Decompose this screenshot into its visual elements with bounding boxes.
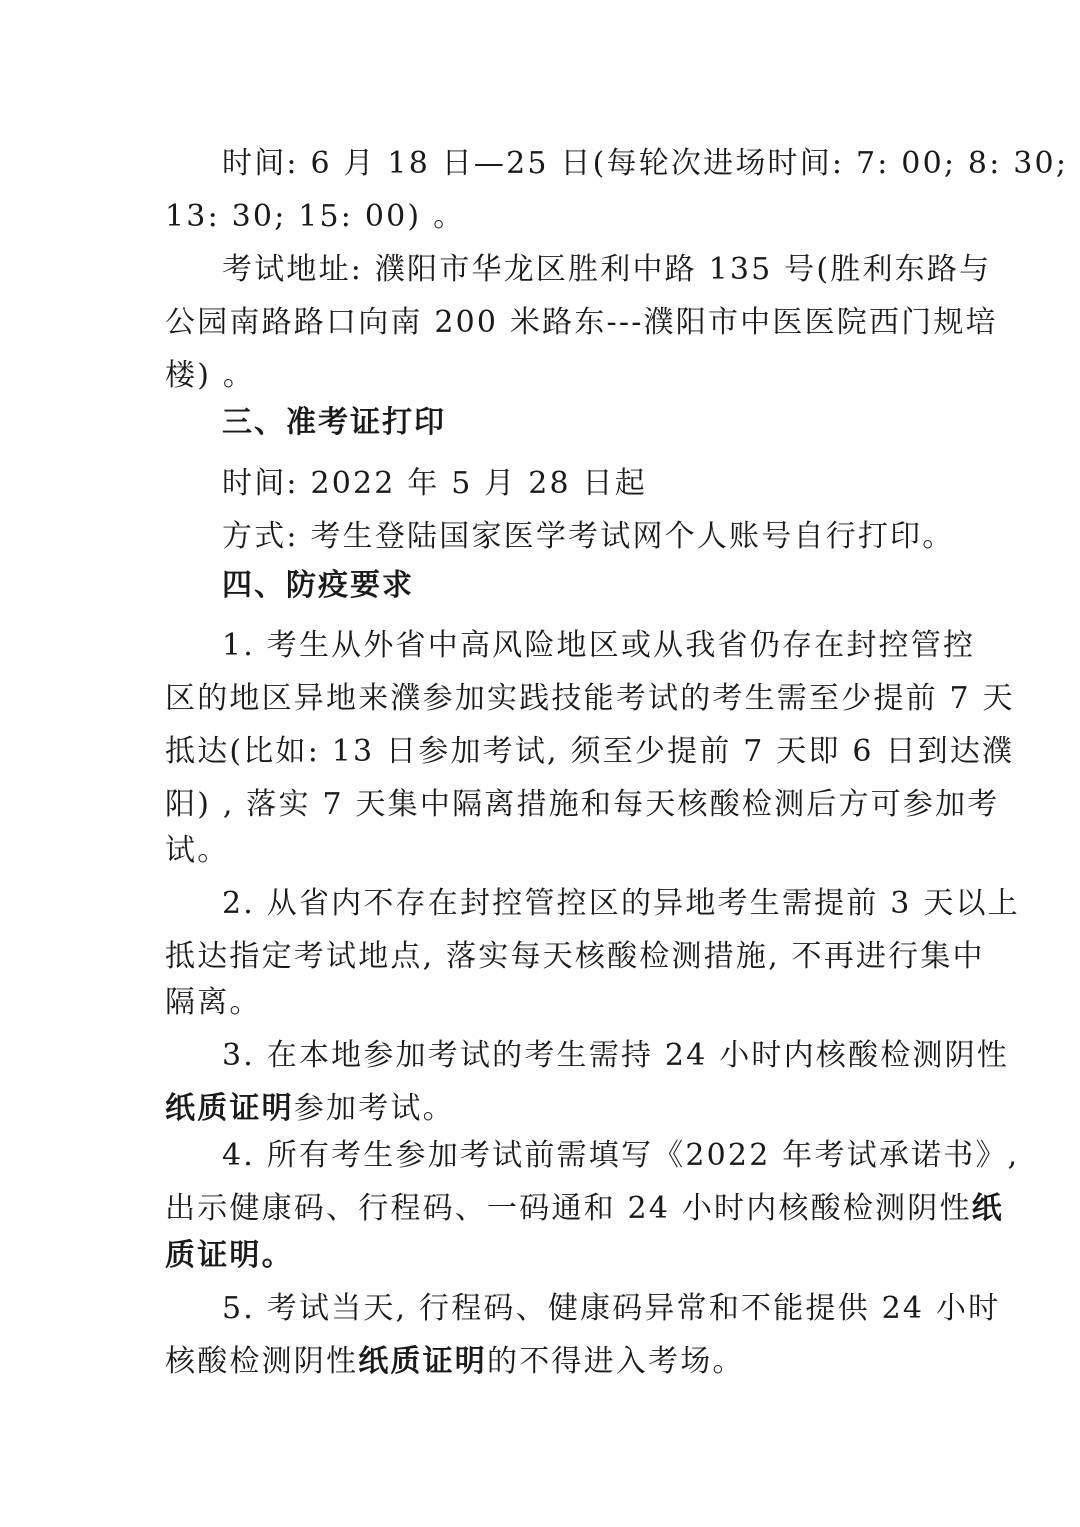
requirement-2-line-3: 隔离。 [165,985,262,1020]
requirement-3-line-2-rest: 参加考试。 [293,1091,455,1126]
section-heading-admission-ticket: 三、准考证打印 [222,405,446,440]
section-heading-epidemic-requirements: 四、防疫要求 [222,568,414,603]
exam-address-line-3: 楼) 。 [165,358,256,393]
requirement-5-line-2-text: 核酸检测阴性 [165,1344,359,1379]
requirement-1-line-4: 阳) , 落实 7 天集中隔离措施和每天核酸检测后方可参加考 [165,787,1000,822]
requirement-2-line-2: 抵达指定考试地点, 落实每天核酸检测措施, 不再进行集中 [165,939,985,974]
requirement-4-line-3: 质证明。 [165,1238,294,1273]
paper-certificate-emphasis: 纸质证明 [358,1344,488,1379]
requirement-2-line-1: 2. 从省内不存在封控管控区的异地考生需提前 3 天以上 [222,886,1020,921]
requirement-4-line-2-text: 出示健康码、行程码、一码通和 24 小时内核酸检测阴性 [165,1191,972,1226]
requirement-3-line-2 [165,1089,915,1129]
requirement-1-line-3: 抵达(比如: 13 日参加考试, 须至少提前 7 天即 6 日到达濮 [165,734,1015,769]
requirement-5-line-2-rest: 的不得进入考场。 [487,1344,745,1379]
requirement-1-line-5: 试。 [165,833,230,868]
exam-time-line-2: 13: 30; 15: 00) 。 [165,199,466,234]
admission-print-method: 方式: 考生登陆国家医学考试网个人账号自行打印。 [222,519,955,554]
admission-print-time: 时间: 2022 年 5 月 28 日起 [222,466,647,501]
requirement-1-line-1: 1. 考生从外省中高风险地区或从我省仍存在封控管控 [222,628,976,663]
requirement-3-line-1: 3. 在本地参加考试的考生需持 24 小时内核酸检测阴性 [222,1038,1010,1073]
paper-certificate-emphasis: 纸质证明 [165,1091,294,1126]
requirement-4-line-1: 4. 所有考生参加考试前需填写《2022 年考试承诺书》, [222,1138,1020,1173]
requirement-5-line-1: 5. 考试当天, 行程码、健康码异常和不能提供 24 小时 [222,1291,1001,1326]
exam-address-line-1: 考试地址: 濮阳市华龙区胜利中路 135 号(胜利东路与 [222,252,992,287]
paper-emphasis: 纸 [971,1191,1004,1226]
requirement-5-line-2 [165,1342,915,1382]
requirement-1-line-2: 区的地区异地来濮参加实践技能考试的考生需至少提前 7 天 [165,681,1015,716]
requirement-4-line-2 [165,1189,1004,1229]
exam-time-line-1: 时间: 6 月 18 日—25 日(每轮次进场时间: 7: 00; 8: 30; [222,146,1069,181]
exam-address-line-2: 公园南路路口向南 200 米路东---濮阳市中医医院西门规培 [165,305,998,340]
